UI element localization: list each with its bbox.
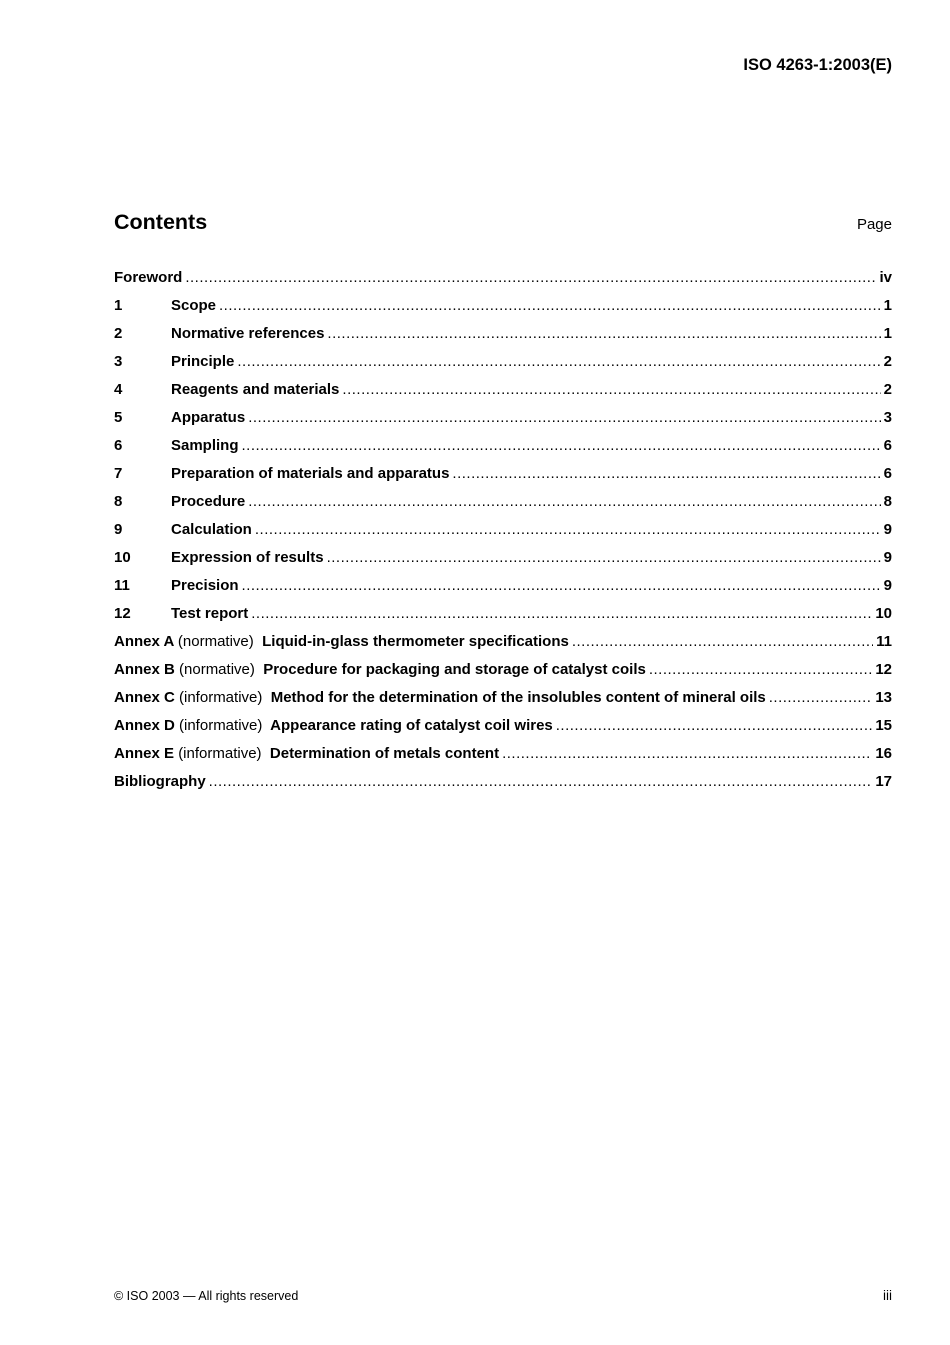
toc-entry[interactable] (114, 520, 892, 548)
toc-dot-leader (502, 744, 872, 764)
toc-entry-page: 6 (883, 437, 892, 454)
toc-entry-title (171, 408, 245, 428)
toc-dot-leader (219, 296, 881, 316)
toc-entry-title (114, 716, 553, 736)
toc-entry-title-text: Procedure for packaging and storage of catalyst coils (263, 661, 646, 678)
toc-dot-leader (185, 268, 876, 288)
toc-entry-title-text: Method for the determination of the insolubles content of mineral oils (270, 689, 766, 706)
toc-dot-leader (237, 352, 880, 372)
toc-entry-title (114, 688, 766, 708)
toc-annex-label: Annex D (114, 717, 175, 734)
toc-entry-title (171, 520, 252, 540)
toc-annex-type: (informative) (178, 745, 262, 762)
document-id: ISO 4263-1:2003(E) (743, 56, 892, 74)
toc-entry-number: 11 (114, 577, 130, 594)
toc-entry[interactable] (114, 464, 892, 492)
toc-entry-title (171, 548, 324, 568)
toc-entry[interactable] (114, 408, 892, 436)
toc-entry-page: 10 (875, 605, 892, 622)
toc-entry-title-text: Apparatus (171, 409, 246, 426)
toc-entry[interactable] (114, 576, 892, 604)
toc-entry[interactable] (114, 352, 892, 380)
copyright-notice: © ISO 2003 — All rights reserved (114, 1289, 299, 1303)
toc-entry[interactable] (114, 492, 892, 520)
toc-entry[interactable] (114, 268, 892, 296)
toc-dot-leader (649, 660, 872, 680)
toc-entry-page: 15 (875, 717, 892, 734)
toc-annex-label: Annex A (114, 633, 174, 650)
toc-entry-number: 12 (114, 605, 131, 622)
toc-entry-number: 3 (114, 353, 123, 370)
toc-entry[interactable] (114, 296, 892, 324)
toc-entry-page: 9 (883, 577, 892, 594)
toc-dot-leader (248, 492, 880, 512)
toc-entry-title-text: Foreword (114, 269, 183, 286)
table-of-contents (114, 268, 892, 800)
toc-entry-page: 17 (875, 773, 892, 790)
toc-entry-title-text: Reagents and materials (171, 381, 340, 398)
toc-entry[interactable] (114, 324, 892, 352)
toc-entry-page: 6 (883, 465, 892, 482)
toc-dot-leader (209, 772, 873, 792)
toc-entry-number: 1 (114, 297, 123, 314)
toc-annex-label: Annex C (114, 689, 175, 706)
toc-entry-page: 1 (883, 325, 892, 342)
toc-entry-title (114, 632, 569, 652)
toc-dot-leader (248, 408, 880, 428)
toc-entry-page: 11 (876, 633, 892, 650)
toc-dot-leader (327, 324, 880, 344)
toc-entry-number: 6 (114, 437, 123, 454)
toc-entry-title (114, 744, 499, 764)
toc-dot-leader (251, 604, 872, 624)
toc-entry-title (171, 492, 245, 512)
toc-entry-title (171, 436, 239, 456)
toc-annex-type: (normative) (179, 661, 255, 678)
toc-entry[interactable] (114, 660, 892, 688)
toc-entry-page: iv (879, 269, 892, 286)
toc-entry-title (114, 772, 206, 792)
toc-entry[interactable] (114, 604, 892, 632)
toc-entry-title (114, 660, 646, 680)
toc-entry-page: 3 (883, 409, 892, 426)
toc-entry-title-text: Sampling (171, 437, 239, 454)
toc-entry-title (171, 296, 216, 316)
toc-entry-title-text: Test report (171, 605, 249, 622)
toc-entry[interactable] (114, 772, 892, 800)
page-column-label: Page (856, 216, 892, 233)
toc-dot-leader (769, 688, 873, 708)
toc-entry-number: 5 (114, 409, 123, 426)
toc-entry[interactable] (114, 716, 892, 744)
toc-entry-title-text: Procedure (171, 493, 246, 510)
toc-entry[interactable] (114, 548, 892, 576)
toc-annex-type: (informative) (179, 717, 263, 734)
toc-entry-title (171, 464, 449, 484)
toc-dot-leader (452, 464, 880, 484)
toc-entry-title-text: Calculation (171, 521, 252, 538)
toc-entry-number: 10 (114, 549, 131, 566)
toc-entry-title-text: Appearance rating of catalyst coil wires (270, 717, 553, 734)
toc-annex-label: Annex E (114, 745, 175, 762)
toc-entry[interactable] (114, 744, 892, 772)
toc-entry-title-text: Normative references (171, 325, 325, 342)
toc-dot-leader (242, 576, 881, 596)
toc-entry-page: 8 (883, 493, 892, 510)
toc-entry-title-text: Scope (171, 297, 217, 314)
toc-entry-number: 2 (114, 325, 123, 342)
toc-dot-leader (556, 716, 873, 736)
toc-entry-page: 1 (883, 297, 892, 314)
toc-entry-title-text: Preparation of materials and apparatus (171, 465, 450, 482)
toc-entry-number: 7 (114, 465, 123, 482)
toc-entry-page: 12 (875, 661, 892, 678)
toc-dot-leader (342, 380, 880, 400)
toc-entry-title (171, 324, 324, 344)
toc-entry-title-text: Expression of results (171, 549, 324, 566)
contents-title: Contents (114, 210, 208, 234)
toc-annex-label: Annex B (114, 661, 175, 678)
toc-dot-leader (327, 548, 881, 568)
toc-entry-title-text: Liquid-in-glass thermometer specifications (262, 633, 569, 650)
toc-entry-title-text: Principle (171, 353, 235, 370)
toc-entry-title (171, 576, 239, 596)
toc-entry-page: 16 (875, 745, 892, 762)
toc-entry-title-text: Determination of metals content (269, 745, 500, 762)
toc-entry-number: 9 (114, 521, 123, 538)
toc-entry-title (114, 268, 182, 288)
toc-dot-leader (572, 632, 873, 652)
toc-entry-page: 13 (875, 689, 892, 706)
toc-entry-title (171, 604, 248, 624)
toc-entry-page: 2 (883, 353, 892, 370)
page-number: iii (883, 1288, 892, 1303)
toc-entry[interactable] (114, 688, 892, 716)
toc-entry-title-text: Precision (171, 577, 239, 594)
toc-entry[interactable] (114, 632, 892, 660)
toc-entry-number: 4 (114, 381, 123, 398)
toc-entry-page: 9 (883, 521, 892, 538)
toc-entry-title (171, 352, 234, 372)
toc-entry-page: 2 (883, 381, 892, 398)
toc-annex-type: (normative) (177, 633, 254, 650)
toc-entry-title-text: Bibliography (114, 773, 206, 790)
toc-entry-page: 9 (883, 549, 892, 566)
toc-dot-leader (255, 520, 881, 540)
toc-entry[interactable] (114, 380, 892, 408)
toc-annex-type: (informative) (179, 689, 263, 706)
toc-dot-leader (242, 436, 881, 456)
toc-entry[interactable] (114, 436, 892, 464)
toc-entry-number: 8 (114, 493, 123, 510)
toc-entry-title (171, 380, 339, 400)
